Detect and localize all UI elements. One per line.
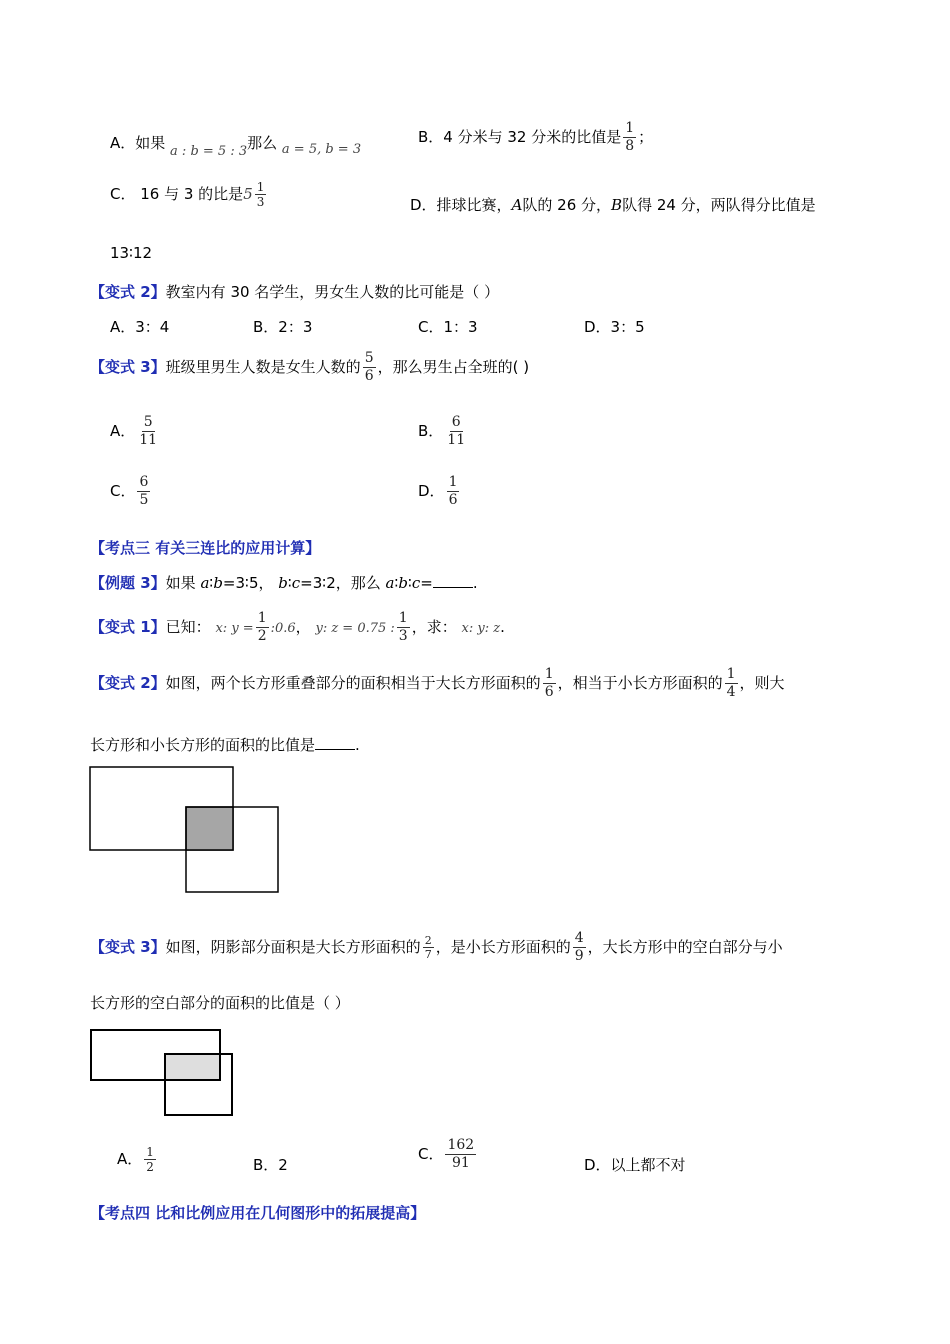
overlap-shaded	[165, 1054, 220, 1080]
var3b-option-b: B．2	[253, 1156, 288, 1174]
fraction: $\frac{1}{2}$	[257, 610, 267, 644]
fraction: $\frac{1}{2}$	[146, 1145, 154, 1174]
overlapping-rectangles-figure-2	[88, 1027, 236, 1119]
var2b-question-line2: 长方形和小长方形的面积的比值是 .	[90, 736, 360, 754]
fraction: $\frac{4}{9}$	[574, 930, 584, 964]
fraction: $\frac{5}{11}$	[139, 414, 158, 448]
overlapping-rectangles-figure	[88, 765, 283, 895]
var3b-question: 【变式 3】如图，阴影部分面积是大长方形面积的 $\frac{2}{7}$ ，是小长方形面积的 $\frac{4}{9}$ ，大长方形中的空白部分与小	[90, 930, 783, 964]
section-4-heading: 【考点四 比和比例应用在几何图形中的拓展提高】	[90, 1204, 426, 1222]
var3-option-a: A． $\frac{5}{11}$	[110, 414, 158, 448]
math-values: a = 5, b = 3	[281, 142, 362, 157]
overlap-shaded	[186, 807, 233, 850]
q1-option-d-cont: 13∶12	[110, 244, 153, 262]
var2-option-a: A．3：4	[110, 318, 170, 336]
var3b-option-a: A． $\frac{1}{2}$	[117, 1145, 154, 1174]
var3-question: 【变式 3】班级里男生人数是女生人数的 $\frac{5}{6}$ ，那么男生占全班的( )	[90, 350, 530, 384]
var2b-question: 【变式 2】如图，两个长方形重叠部分的面积相当于大长方形面积的 $\frac{1}{6}$ ，相当于小长方形面积的 $\frac{1}{4}$ ，则大	[90, 666, 785, 700]
section-3-heading: 【考点三 有关三连比的应用计算】	[90, 539, 321, 557]
var3-option-d: D． $\frac{1}{6}$	[418, 474, 458, 508]
fraction: $\frac{2}{7}$	[424, 934, 432, 961]
example3-question: 【例题 3】如果 a∶b=3∶5， b∶c=3∶2，那么 a∶b∶c= .	[90, 574, 478, 592]
var2-option-c: C．1：3	[418, 318, 478, 336]
answer-blank	[433, 573, 473, 588]
q1-option-b: B．4 分米与 32 分米的比值是 $\frac{1}{8}$ ；	[418, 120, 654, 154]
var3b-option-d: D．以上都不对	[584, 1156, 686, 1174]
fraction: $\frac{1}{3}$	[256, 180, 265, 209]
fraction: $\frac{162}{91}$	[447, 1137, 475, 1171]
q1-option-c: C． 16 与 3 的比是5 $\frac{1}{3}$	[110, 180, 265, 209]
answer-blank	[315, 735, 355, 750]
var2-question: 【变式 2】教室内有 30 名学生，男女生人数的比可能是（ ）	[90, 283, 500, 301]
fraction: $\frac{6}{5}$	[139, 474, 149, 508]
var3-option-b: B． $\frac{6}{11}$	[418, 414, 466, 448]
math-ratio: a : b = 5 : 3	[170, 144, 248, 159]
q1-option-a: A．如果 a : b = 5 : 3那么 a = 5, b = 3	[110, 134, 362, 159]
fraction: $\frac{1}{6}$	[544, 666, 554, 700]
q1-option-d: D．排球比赛，A队的 26 分，B队得 24 分，两队得分比值是	[410, 196, 816, 214]
var2-option-b: B．2：3	[253, 318, 313, 336]
fraction: $\frac{5}{6}$	[364, 350, 374, 384]
fraction: $\frac{1}{4}$	[726, 666, 736, 700]
fraction: $\frac{1}{8}$	[625, 120, 635, 154]
fraction: $\frac{1}{6}$	[448, 474, 458, 508]
var3b-question-line2: 长方形的空白部分的面积的比值是（ ）	[90, 994, 350, 1012]
fraction: $\frac{1}{3}$	[398, 610, 408, 644]
var3b-option-c: C． $\frac{162}{91}$	[418, 1137, 475, 1171]
var2-option-d: D．3：5	[584, 318, 645, 336]
var3-option-c: C． $\frac{6}{5}$	[110, 474, 149, 508]
fraction: $\frac{6}{11}$	[447, 414, 466, 448]
var1b-question: 【变式 1】已知： x: y = $\frac{1}{2}$ :0.6， y: z = 0.75 : $\frac{1}{3}$ ，求： x: y: z.	[90, 610, 505, 644]
